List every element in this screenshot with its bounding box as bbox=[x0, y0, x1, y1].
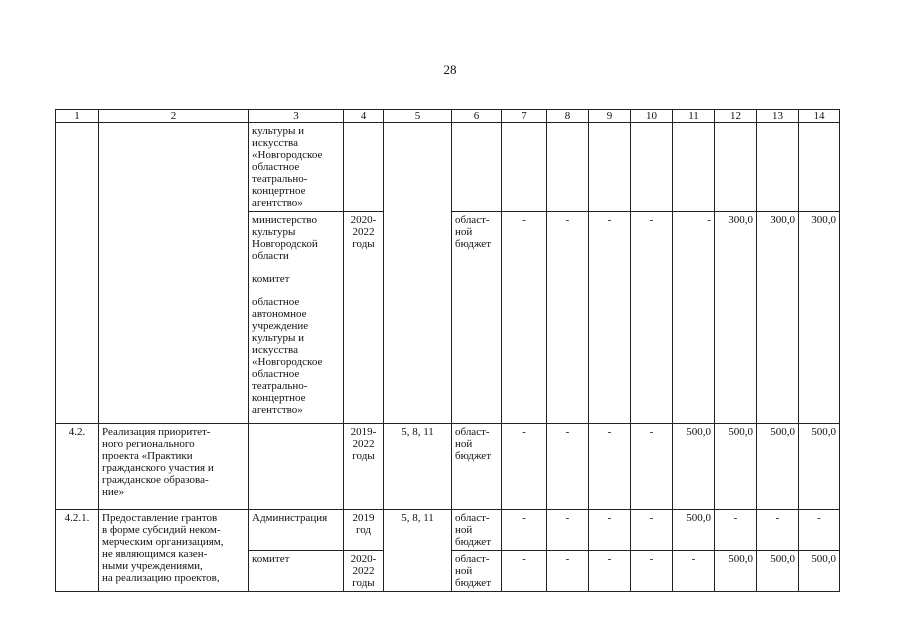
header-cell: 2 bbox=[99, 110, 249, 123]
cell-value: - bbox=[547, 212, 589, 424]
cell-value bbox=[547, 123, 589, 212]
cell-value: - bbox=[502, 551, 547, 592]
executor-agency: областное автономное учреждение культуры и искусства «Новгородское областное театрально- концертное агентство» bbox=[252, 296, 323, 416]
cell-term: 2019 год bbox=[344, 510, 384, 551]
cell-value bbox=[757, 123, 799, 212]
cell-term: 2019- 2022 годы bbox=[344, 424, 384, 510]
header-row bbox=[56, 110, 840, 123]
cell-value: - bbox=[673, 551, 715, 592]
cell-value bbox=[502, 123, 547, 212]
cell-value bbox=[673, 123, 715, 212]
cell-value: - bbox=[715, 510, 757, 551]
header-cell: 11 bbox=[673, 110, 715, 123]
cell-value: - bbox=[547, 510, 589, 551]
cell-value: - bbox=[631, 424, 673, 510]
header-cell: 5 bbox=[384, 110, 452, 123]
cell-name bbox=[99, 123, 249, 424]
cell-source bbox=[452, 123, 502, 212]
header-cell: 1 bbox=[56, 110, 99, 123]
cell-num bbox=[56, 123, 99, 424]
cell-term bbox=[344, 123, 384, 212]
cell-source: област- ной бюджет bbox=[452, 551, 502, 592]
cell-indicators: 5, 8, 11 bbox=[384, 510, 452, 592]
cell-executor bbox=[249, 424, 344, 510]
cell-value: 500,0 bbox=[673, 424, 715, 510]
cell-value: 300,0 bbox=[757, 212, 799, 424]
cell-value: - bbox=[631, 510, 673, 551]
cell-value: 500,0 bbox=[673, 510, 715, 551]
cell-value: - bbox=[502, 424, 547, 510]
cell-value bbox=[631, 123, 673, 212]
cell-term: 2020- 2022 годы bbox=[344, 212, 384, 424]
header-cell: 8 bbox=[547, 110, 589, 123]
cell-value bbox=[715, 123, 757, 212]
cell-value: - bbox=[589, 510, 631, 551]
table-row bbox=[56, 123, 840, 212]
cell-source: област- ной бюджет bbox=[452, 212, 502, 424]
header-cell: 13 bbox=[757, 110, 799, 123]
cell-value: 500,0 bbox=[715, 424, 757, 510]
header-cell: 14 bbox=[799, 110, 840, 123]
cell-value bbox=[799, 123, 840, 212]
cell-value: - bbox=[589, 212, 631, 424]
program-table bbox=[55, 109, 840, 592]
cell-value: 300,0 bbox=[799, 212, 840, 424]
cell-executor bbox=[249, 212, 344, 424]
cell-source: област- ной бюджет bbox=[452, 510, 502, 551]
cell-value: 500,0 bbox=[757, 551, 799, 592]
header-cell: 10 bbox=[631, 110, 673, 123]
page-number: 28 bbox=[443, 62, 457, 77]
cell-value: 500,0 bbox=[757, 424, 799, 510]
cell-term: 2020- 2022 годы bbox=[344, 551, 384, 592]
cell-value: 500,0 bbox=[799, 424, 840, 510]
cell-num: 4.2.1. bbox=[56, 510, 99, 592]
table-row bbox=[56, 510, 840, 551]
header-cell: 3 bbox=[249, 110, 344, 123]
cell-num: 4.2. bbox=[56, 424, 99, 510]
cell-name: Реализация приоритет- ного регионального проекта «Практики гражданского участия и гражданское образова- ние» bbox=[99, 424, 249, 510]
cell-value: - bbox=[631, 551, 673, 592]
executor-ministry: министерство культуры Новгородской области bbox=[252, 214, 318, 262]
header-cell: 4 bbox=[344, 110, 384, 123]
cell-value: - bbox=[502, 212, 547, 424]
cell-value: - bbox=[799, 510, 840, 551]
cell-value: - bbox=[547, 551, 589, 592]
executor-committee: комитет bbox=[252, 273, 290, 285]
cell-value: 300,0 bbox=[715, 212, 757, 424]
header-cell: 7 bbox=[502, 110, 547, 123]
cell-value: - bbox=[589, 551, 631, 592]
cell-value bbox=[589, 123, 631, 212]
header-cell: 12 bbox=[715, 110, 757, 123]
cell-value: - bbox=[547, 424, 589, 510]
cell-executor: культуры и искусства «Новгородское областное театрально- концертное агентство» bbox=[249, 123, 344, 212]
header-cell: 9 bbox=[589, 110, 631, 123]
cell-value: 500,0 bbox=[799, 551, 840, 592]
cell-name: Предоставление грантов в форме субсидий неком- мерческим организациям, не являющимся казен- ными учреждениями, на реализацию проектов, bbox=[99, 510, 249, 592]
cell-value: - bbox=[673, 212, 715, 424]
header-cell: 6 bbox=[452, 110, 502, 123]
cell-value: - bbox=[502, 510, 547, 551]
cell-executor: комитет bbox=[249, 551, 344, 592]
cell-value: - bbox=[631, 212, 673, 424]
cell-value: - bbox=[757, 510, 799, 551]
cell-value: - bbox=[589, 424, 631, 510]
cell-source: област- ной бюджет bbox=[452, 424, 502, 510]
cell-indicators bbox=[384, 123, 452, 424]
cell-value: 500,0 bbox=[715, 551, 757, 592]
table-row bbox=[56, 424, 840, 510]
cell-executor: Администрация bbox=[249, 510, 344, 551]
cell-indicators: 5, 8, 11 bbox=[384, 424, 452, 510]
